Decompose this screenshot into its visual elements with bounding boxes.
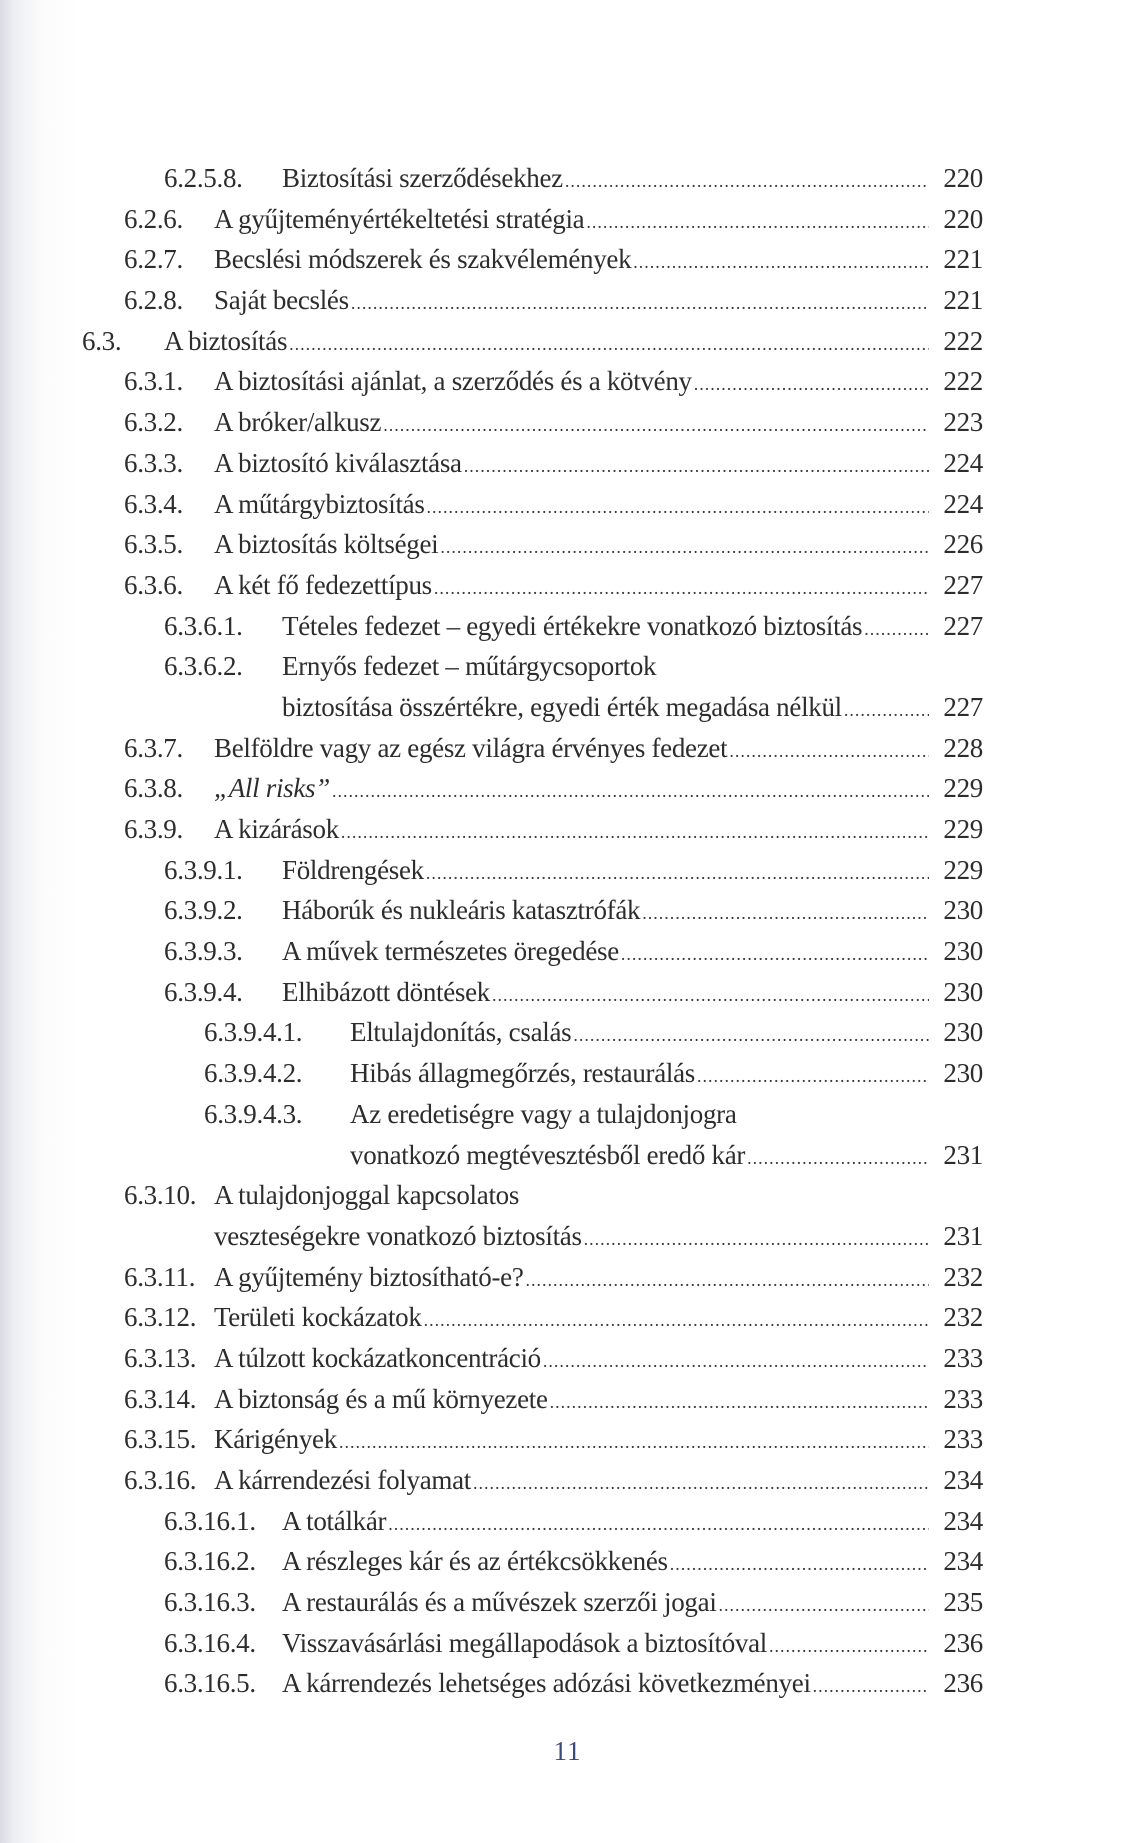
toc-entry-title: A biztosítás — [164, 325, 288, 356]
toc-entry-page: 230 — [943, 895, 983, 926]
toc-entry-page: 228 — [943, 732, 983, 763]
toc-entry-number: 6.3.16.2. — [164, 1546, 256, 1577]
toc-entry-page: 236 — [943, 1627, 983, 1658]
toc-entry-number: 6.3. — [82, 325, 122, 356]
toc-entry-title: A kárrendezési folyamat — [214, 1465, 471, 1495]
toc-entry-title: A részleges kár és az értékcsökkenés — [282, 1546, 668, 1577]
toc-entry-title: Becslési módszerek és szakvélemények — [214, 244, 632, 275]
toc-entry — [0, 1623, 1135, 1664]
dot-leader — [388, 1504, 929, 1545]
toc-entry-number: 6.3.1. — [124, 366, 183, 397]
toc-entry-page: 229 — [943, 773, 983, 804]
toc-entry-title-continued: veszteségekre vonatkozó biztosítás — [214, 1220, 582, 1251]
dot-leader — [526, 1260, 929, 1301]
toc-entry-title: A biztosítás költségei — [214, 529, 439, 560]
toc-entry-page: 227 — [943, 691, 983, 722]
toc-entry-page: 232 — [943, 1302, 983, 1333]
toc-entry — [0, 768, 1135, 809]
toc-entry-title: Biztosítási szerződésekhez — [282, 163, 563, 193]
table-of-contents — [0, 158, 1135, 1704]
toc-entry-number: 6.3.6.1. — [164, 610, 243, 641]
toc-entry — [0, 1297, 1135, 1338]
toc-entry-title: A műtárgybiztosítás — [214, 488, 425, 519]
toc-entry-page: 223 — [943, 407, 983, 438]
toc-entry-title: „All risks” — [214, 773, 330, 804]
toc-entry-page: 230 — [943, 976, 983, 1007]
toc-entry-title: Eltulajdonítás, csalás — [350, 1017, 572, 1048]
dot-leader — [864, 609, 929, 650]
toc-entry-number: 6.3.16.1. — [164, 1505, 256, 1536]
dot-leader — [813, 1666, 929, 1707]
dot-leader — [341, 812, 929, 853]
toc-entry-number: 6.3.9.2. — [164, 895, 243, 926]
toc-entry-page: 229 — [943, 854, 983, 885]
toc-entry-number: 6.3.14. — [124, 1383, 197, 1414]
toc-entry-page: 222 — [943, 366, 983, 397]
dot-leader — [633, 242, 929, 283]
toc-entry-number: 6.2.7. — [124, 244, 183, 275]
toc-entry-title: Ernyős fedezet – műtárgycsoportok — [282, 651, 657, 682]
toc-entry — [0, 280, 1135, 321]
dot-leader — [339, 1422, 929, 1463]
toc-entry — [0, 1379, 1135, 1420]
dot-leader — [729, 731, 929, 772]
toc-entry-page: 221 — [943, 285, 983, 316]
toc-entry-multiline — [0, 1175, 1135, 1216]
toc-entry — [0, 443, 1135, 484]
toc-entry — [0, 199, 1135, 240]
toc-entry-multiline — [0, 1094, 1135, 1135]
dot-leader — [383, 405, 929, 446]
toc-entry-number: 6.3.6.2. — [164, 651, 243, 682]
toc-entry-number: 6.2.8. — [124, 285, 183, 316]
toc-entry — [0, 1012, 1135, 1053]
toc-entry-page: 231 — [943, 1139, 983, 1170]
toc-entry-continuation — [0, 1135, 1135, 1176]
toc-entry-title: A tulajdonjoggal kapcsolatos — [214, 1180, 520, 1211]
toc-entry — [0, 972, 1135, 1013]
toc-entry — [0, 606, 1135, 647]
toc-entry-number: 6.2.6. — [124, 203, 183, 234]
toc-entry-title: Földrengések — [282, 854, 424, 885]
toc-entry-number: 6.3.16.5. — [164, 1668, 256, 1699]
dot-leader — [747, 1138, 929, 1179]
toc-entry-page: 230 — [943, 936, 983, 967]
dot-leader — [434, 568, 929, 609]
toc-entry-multiline — [0, 646, 1135, 687]
toc-entry-title: A művek természetes öregedése — [282, 936, 619, 967]
dot-leader — [332, 771, 929, 812]
toc-entry-title: A totálkár — [282, 1505, 387, 1536]
toc-entry-title: Visszavásárlási megállapodások a biztosítóval — [282, 1627, 767, 1658]
toc-entry — [0, 1582, 1135, 1623]
dot-leader — [642, 893, 929, 934]
dot-leader — [424, 1300, 929, 1341]
toc-entry — [0, 321, 1135, 362]
toc-entry-page: 224 — [943, 447, 983, 478]
toc-entry-number: 6.3.9.4.2. — [204, 1058, 303, 1089]
toc-entry — [0, 565, 1135, 606]
toc-entry-page: 232 — [943, 1261, 983, 1292]
dot-leader — [573, 1015, 929, 1056]
toc-entry-title: A biztonság és a mű környezete — [214, 1383, 548, 1414]
toc-entry — [0, 402, 1135, 443]
dot-leader — [440, 527, 929, 568]
toc-entry-title: Területi kockázatok — [214, 1302, 422, 1333]
toc-entry — [0, 890, 1135, 931]
toc-entry-page: 235 — [943, 1587, 983, 1618]
toc-entry-title-continued: biztosítása összértékre, egyedi érték megadása nélkül — [282, 691, 842, 722]
toc-entry — [0, 1460, 1135, 1501]
toc-entry-page: 234 — [943, 1465, 983, 1495]
toc-entry-title: A két fő fedezettípus — [214, 569, 432, 600]
toc-entry-title: Hibás állagmegőrzés, restaurálás — [350, 1058, 695, 1089]
toc-entry-number: 6.3.6. — [124, 569, 183, 600]
toc-entry-number: 6.2.5.8. — [164, 163, 243, 193]
toc-entry-number: 6.3.13. — [124, 1342, 197, 1373]
dot-leader — [351, 283, 929, 324]
toc-entry-page: 222 — [943, 325, 983, 356]
toc-entry-title: A biztosítási ajánlat, a szerződés és a kötvény — [214, 366, 692, 397]
toc-entry-title: Kárigények — [214, 1424, 337, 1455]
toc-entry-number: 6.3.16. — [124, 1465, 197, 1495]
toc-entry-number: 6.3.8. — [124, 773, 183, 804]
toc-entry-number: 6.3.16.3. — [164, 1587, 256, 1618]
toc-entry — [0, 728, 1135, 769]
toc-entry-title-continued: vonatkozó megtévesztésből eredő kár — [350, 1139, 746, 1170]
toc-entry — [0, 484, 1135, 525]
toc-entry-page: 227 — [943, 569, 983, 600]
toc-entry-number: 6.3.9.4.1. — [204, 1017, 303, 1048]
toc-entry — [0, 850, 1135, 891]
dot-leader — [543, 1341, 929, 1382]
toc-entry-number: 6.3.16.4. — [164, 1627, 256, 1658]
dot-leader — [289, 324, 929, 365]
dot-leader — [694, 364, 929, 405]
toc-entry-number: 6.3.5. — [124, 529, 183, 560]
dot-leader — [550, 1382, 929, 1423]
toc-entry-number: 6.3.12. — [124, 1302, 197, 1333]
toc-entry-number: 6.3.7. — [124, 732, 183, 763]
toc-entry-page: 233 — [943, 1424, 983, 1455]
toc-entry-title: A gyűjteményértékeltetési stratégia — [214, 203, 585, 234]
toc-entry-title: A kárrendezés lehetséges adózási következményei — [282, 1668, 811, 1699]
dot-leader — [697, 1056, 929, 1097]
toc-entry — [0, 1053, 1135, 1094]
toc-entry-page: 234 — [943, 1546, 983, 1577]
toc-entry-title: Belföldre vagy az egész világra érvényes fedezet — [214, 732, 728, 763]
toc-entry-title: A kizárások — [214, 814, 339, 844]
toc-entry-page: 226 — [943, 529, 983, 560]
page-number: 11 — [553, 1736, 582, 1766]
dot-leader — [844, 690, 929, 731]
dot-leader — [621, 934, 929, 975]
toc-entry-page: 234 — [943, 1505, 983, 1536]
dot-leader — [426, 853, 929, 894]
dot-leader — [769, 1626, 929, 1667]
toc-entry-title: Elhibázott döntések — [282, 976, 490, 1007]
toc-entry — [0, 809, 1135, 850]
toc-entry-title: Az eredetiségre vagy a tulajdonjogra — [350, 1098, 737, 1129]
dot-leader — [473, 1463, 929, 1504]
toc-entry-page: 230 — [943, 1058, 983, 1089]
dot-leader — [427, 487, 929, 528]
dot-leader — [670, 1544, 929, 1585]
toc-entry — [0, 1257, 1135, 1298]
toc-entry-page: 229 — [943, 814, 983, 844]
toc-entry — [0, 1663, 1135, 1704]
toc-entry-title: Tételes fedezet – egyedi értékekre vonatkozó biztosítás — [282, 610, 863, 641]
toc-entry — [0, 361, 1135, 402]
toc-entry-page: 233 — [943, 1383, 983, 1414]
toc-entry-title: A túlzott kockázatkoncentráció — [214, 1342, 541, 1373]
toc-entry — [0, 1419, 1135, 1460]
toc-entry — [0, 931, 1135, 972]
toc-entry-continuation — [0, 1216, 1135, 1257]
toc-entry — [0, 524, 1135, 565]
toc-entry-number: 6.3.4. — [124, 488, 183, 519]
toc-entry-number: 6.3.9.4.3. — [204, 1098, 303, 1129]
toc-entry-page: 221 — [943, 244, 983, 275]
toc-entry-page: 227 — [943, 610, 983, 641]
toc-entry-number: 6.3.10. — [124, 1180, 197, 1211]
dot-leader — [584, 1219, 929, 1260]
dot-leader — [464, 446, 929, 487]
toc-entry-number: 6.3.9.4. — [164, 976, 243, 1007]
toc-entry-page: 233 — [943, 1342, 983, 1373]
toc-entry-number: 6.3.9. — [124, 814, 183, 844]
toc-entry-continuation — [0, 687, 1135, 728]
toc-entry-page: 220 — [943, 163, 983, 193]
toc-entry-number: 6.3.11. — [124, 1261, 196, 1292]
toc-entry-number: 6.3.15. — [124, 1424, 197, 1455]
toc-entry-title: Háborúk és nukleáris katasztrófák — [282, 895, 641, 926]
toc-entry-title: A bróker/alkusz — [214, 407, 382, 438]
toc-entry-page: 231 — [943, 1220, 983, 1251]
toc-entry-title: Saját becslés — [214, 285, 349, 316]
toc-entry-title: A gyűjtemény biztosítható-e? — [214, 1261, 524, 1292]
dot-leader — [492, 975, 929, 1016]
toc-entry-number: 6.3.2. — [124, 407, 183, 438]
toc-entry-title: A biztosító kiválasztása — [214, 447, 462, 478]
toc-entry-number: 6.3.3. — [124, 447, 183, 478]
toc-entry — [0, 239, 1135, 280]
dot-leader — [719, 1585, 929, 1626]
toc-entry-page: 230 — [943, 1017, 983, 1048]
toc-entry-page: 220 — [943, 203, 983, 234]
toc-entry — [0, 1501, 1135, 1542]
dot-leader — [586, 202, 929, 243]
toc-entry-number: 6.3.9.1. — [164, 854, 243, 885]
toc-entry-number: 6.3.9.3. — [164, 936, 243, 967]
toc-entry — [0, 1338, 1135, 1379]
toc-entry — [0, 158, 1135, 199]
toc-entry-title: A restaurálás és a művészek szerzői jogai — [282, 1587, 717, 1618]
toc-entry-page: 224 — [943, 488, 983, 519]
toc-entry-page: 236 — [943, 1668, 983, 1699]
toc-entry — [0, 1541, 1135, 1582]
dot-leader — [565, 161, 929, 202]
